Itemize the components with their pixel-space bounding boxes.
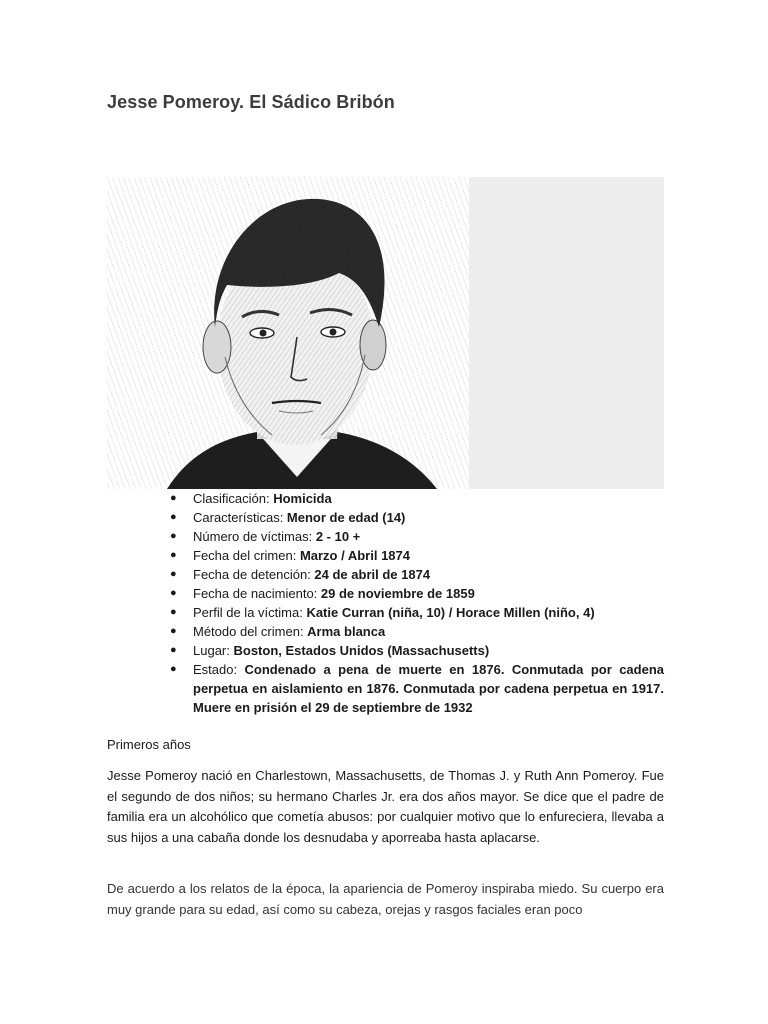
fact-value: 24 de abril de 1874 <box>314 567 431 582</box>
bullet-icon: ● <box>170 587 177 599</box>
list-item <box>168 584 664 603</box>
list-item <box>168 508 664 527</box>
bullet-icon: ● <box>170 625 177 637</box>
portrait-image <box>107 177 664 489</box>
bullet-icon: ● <box>170 511 177 523</box>
list-item <box>168 660 664 717</box>
page-title: Jesse Pomeroy. El Sádico Bribón <box>107 92 395 112</box>
fact-value: Katie Curran (niña, 10) / Horace Millen (niño, 4) <box>306 605 595 620</box>
body-paragraph: De acuerdo a los relatos de la época, la apariencia de Pomeroy inspiraba miedo. Su cuerpo era muy grande para su edad, así como su cabeza, orejas y rasgos faciales eran poco <box>107 881 664 917</box>
bullet-icon: ● <box>170 606 177 618</box>
bullet-icon: ● <box>170 492 177 504</box>
fact-value: Menor de edad (14) <box>286 510 406 525</box>
list-item <box>168 527 664 546</box>
fact-value: 2 - 10 + <box>315 529 361 544</box>
fact-label: Lugar: <box>193 643 234 658</box>
section-heading: Primeros años <box>107 737 191 752</box>
fact-label: Número de víctimas: <box>193 529 316 544</box>
list-item <box>168 546 664 565</box>
bullet-icon: ● <box>170 663 177 675</box>
fact-label: Fecha del crimen: <box>193 548 300 563</box>
list-item <box>168 622 664 641</box>
fact-label: Fecha de detención: <box>193 567 315 582</box>
list-item <box>168 603 664 622</box>
fact-label: Perfil de la víctima: <box>193 605 307 620</box>
list-item <box>168 641 664 660</box>
fact-label: Fecha de nacimiento: <box>193 586 321 601</box>
list-item <box>168 565 664 584</box>
fact-label: Características: <box>193 510 287 525</box>
fact-value: 29 de noviembre de 1859 <box>320 586 475 601</box>
bullet-icon: ● <box>170 568 177 580</box>
fact-value: Arma blanca <box>307 624 386 639</box>
fact-value: Condenado a pena de muerte en 1876. Conmutada por cadena perpetua en aislamiento en 1876. Conmutada por cadena perpetua en 1917. Muere en prisión el 29 de septiembre de 1932 <box>193 662 664 715</box>
fact-label: Método del crimen: <box>193 624 308 639</box>
fact-label: Clasificación: <box>193 491 274 506</box>
fact-value: Homicida <box>273 491 332 506</box>
list-item <box>168 489 664 508</box>
facts-list <box>168 489 664 717</box>
fact-label: Estado: <box>193 662 245 677</box>
bullet-icon: ● <box>170 530 177 542</box>
bullet-icon: ● <box>170 644 177 656</box>
bullet-icon: ● <box>170 549 177 561</box>
fact-value: Marzo / Abril 1874 <box>299 548 410 563</box>
body-paragraph: Jesse Pomeroy nació en Charlestown, Massachusetts, de Thomas J. y Ruth Ann Pomeroy. Fue el segundo de dos niños; su hermano Charles Jr. era dos años mayor. Se dice que el padre de familia era un alcohólico que cometía abusos: por cualquier motivo que lo enfureciera, llevaba a sus hijos a una cabaña donde los desnudaba y aporreaba hasta aplacarse. <box>107 768 664 845</box>
fact-value: Boston, Estados Unidos (Massachusetts) <box>233 643 490 658</box>
